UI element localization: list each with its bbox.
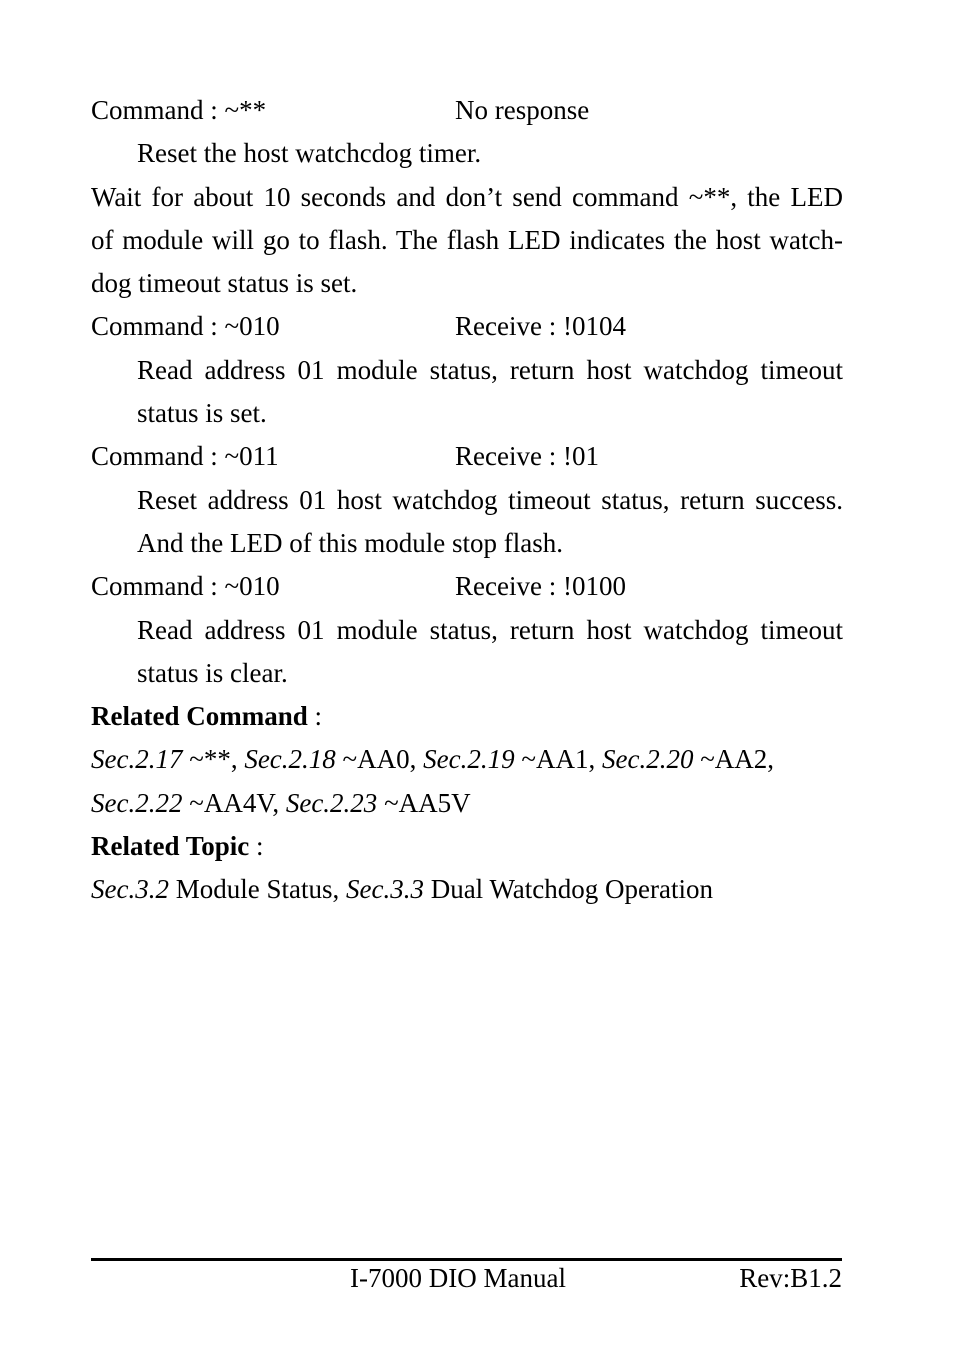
command-description: status is clear. xyxy=(137,657,288,688)
section-reference: Sec.3.2 xyxy=(91,874,169,905)
section-heading: Related Command xyxy=(91,701,308,732)
response-text: Receive : !0104 xyxy=(455,311,626,342)
command-reference: ~AA0, xyxy=(335,744,424,775)
revision-label: Rev:B1.2 xyxy=(739,1263,842,1293)
command-description: Reset address 01 host watchdog timeout status, return success. xyxy=(137,484,843,515)
related-command-line-2 xyxy=(91,782,843,825)
command-reference: ~AA5V xyxy=(377,787,471,818)
related-topic-heading xyxy=(91,825,843,868)
section-reference: Sec.2.20 xyxy=(601,744,694,775)
section-reference: Sec.2.19 xyxy=(423,744,515,775)
command-row-1 xyxy=(91,89,843,132)
response-text: Receive : !0100 xyxy=(455,571,626,602)
command-description: Reset the host watchcdog timer. xyxy=(137,138,482,169)
section-reference: Sec.2.23 xyxy=(285,787,378,818)
response-text: No response xyxy=(455,95,590,125)
command-reference: ~AA4V, xyxy=(182,787,286,818)
page-content xyxy=(91,89,843,912)
section-reference: Sec.2.18 xyxy=(244,744,336,775)
related-command-heading xyxy=(91,695,843,738)
heading-colon: : xyxy=(249,831,264,862)
command-text: Command : ~010 xyxy=(91,311,280,342)
command-row-2 xyxy=(91,305,843,348)
command-row-3 xyxy=(91,435,843,478)
command-description: Read address 01 module status, return host watchdog timeout xyxy=(137,354,843,385)
command-description: Read address 01 module status, return host watchdog timeout xyxy=(137,614,843,645)
note-line: Wait for about 10 seconds and don’t send command ~**, the LED xyxy=(91,181,843,212)
section-heading: Related Topic xyxy=(91,831,250,862)
command-description: status is set. xyxy=(137,398,267,429)
topic-reference: Module Status, xyxy=(168,874,346,905)
command-reference: ~AA1, xyxy=(514,744,602,775)
note-line: dog timeout status is set. xyxy=(91,268,358,299)
note-line: of module will go to flash. The flash LED indicates the host watch- xyxy=(91,224,843,255)
command-text: Command : ~011 xyxy=(91,441,279,472)
topic-reference: Dual Watchdog Operation xyxy=(423,874,713,905)
manual-title: I-7000 DIO Manual xyxy=(350,1263,566,1293)
page-footer xyxy=(91,1261,842,1295)
command-reference: ~AA2, xyxy=(693,744,775,775)
response-text: Receive : !01 xyxy=(455,441,599,472)
command-row-4 xyxy=(91,565,843,608)
command-reference: ~**, xyxy=(182,744,245,775)
command-text: Command : ~** xyxy=(91,95,267,125)
command-text: Command : ~010 xyxy=(91,571,280,602)
heading-colon: : xyxy=(307,701,323,732)
related-command-line-1 xyxy=(91,738,843,781)
section-reference: Sec.3.3 xyxy=(345,874,424,905)
section-reference: Sec.2.17 xyxy=(91,744,183,775)
command-description: And the LED of this module stop flash. xyxy=(137,527,563,558)
related-topic-line xyxy=(91,868,843,911)
section-reference: Sec.2.22 xyxy=(91,787,183,818)
